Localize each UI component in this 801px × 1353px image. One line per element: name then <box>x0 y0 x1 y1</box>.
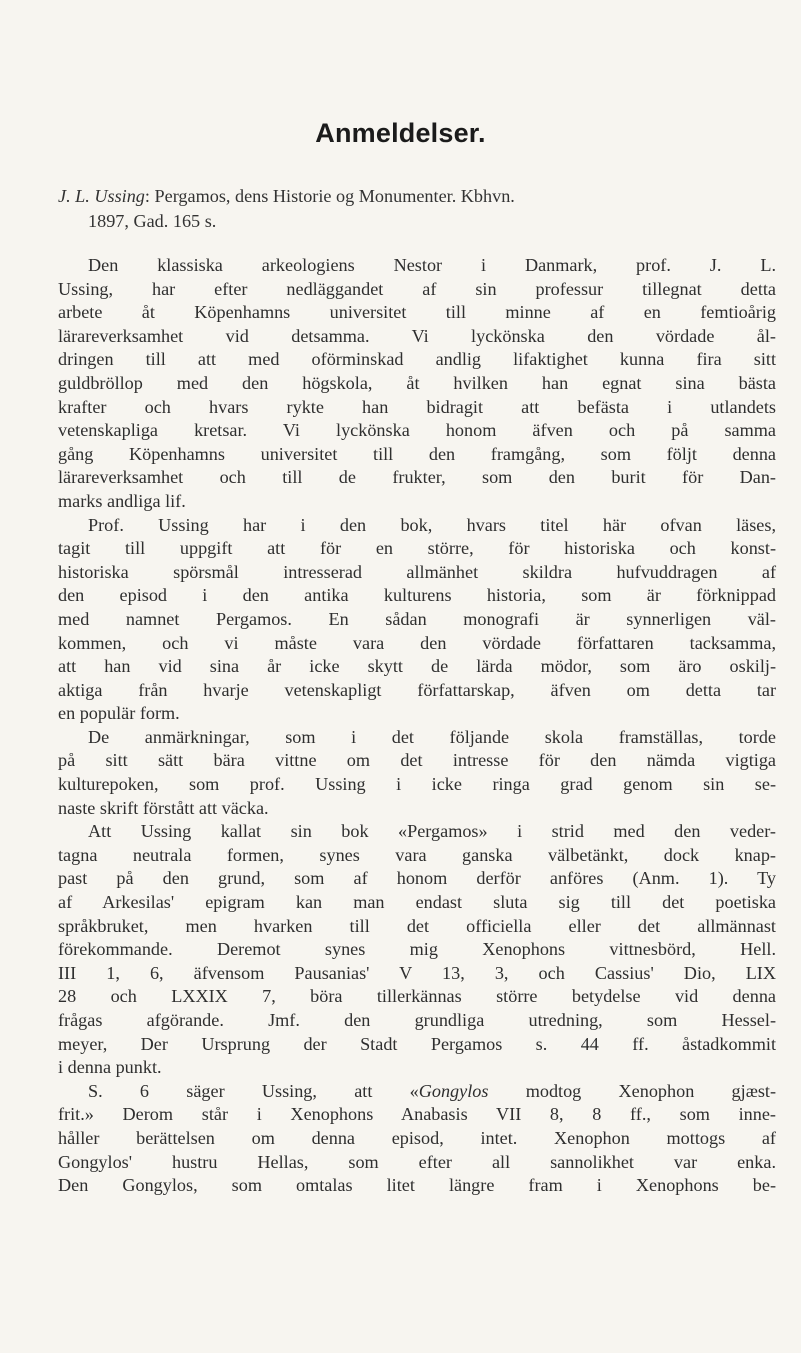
text-line: med namnet Pergamos. En sådan monografi är synnerligen väl- <box>58 608 776 629</box>
text-line: språkbruket, men hvarken till det officiella eller det allmännast <box>58 915 776 936</box>
text-line: den episod i den antika kulturens historia, som är förknippad <box>58 585 776 606</box>
text-line: håller berättelsen om denna episod, intet. Xenophon mottogs af <box>58 1127 776 1148</box>
text-line: i denna punkt. <box>58 1057 162 1078</box>
citation-author: J. L. Ussing <box>58 186 145 206</box>
text-line: guldbröllop med den högskola, åt hvilken han egnat sina bästa <box>58 372 776 393</box>
text-line: III 1, 6, äfvensom Pausanias' V 13, 3, och Cassius' Dio, LIX <box>58 962 776 983</box>
text-line: arbete åt Köpenhamns universitet till minne af en femtioårig <box>58 302 776 323</box>
italic-name: Gongylos <box>418 1080 489 1101</box>
text-line: frågas afgörande. Jmf. den grundliga utredning, som Hessel- <box>58 1010 776 1030</box>
text-line: lärareverksamhet och till de frukter, som den burit för Dan- <box>58 467 776 488</box>
text-line: Den Gongylos, som omtalas litet längre fram i Xenophons be- <box>58 1175 776 1196</box>
text-line: Att Ussing kallat sin bok «Pergamos» i strid med den veder- <box>88 821 776 842</box>
review-body <box>58 254 776 1198</box>
text-line: De anmärkningar, som i det följande skola framställas, torde <box>88 726 776 747</box>
text-segment: S. 6 säger Ussing, att « <box>88 1080 419 1101</box>
text-line <box>58 1080 776 1104</box>
text-line: gång Köpenhamns universitet till den framgång, som följt denna <box>58 443 776 464</box>
text-line: tagna neutrala formen, synes vara ganska välbetänkt, dock knap- <box>58 844 776 865</box>
text-line: att han vid sina år icke skytt de lärda mödor, som äro oskilj- <box>58 656 776 677</box>
text-line: past på den grund, som af honom derför anföres (Anm. 1). Ty <box>58 868 776 889</box>
text-line: historiska spörsmål intresserad allmänhet skildra hufvuddragen af <box>58 561 776 582</box>
citation-title: : Pergamos, dens Historie og Monumenter. Kbhvn. <box>144 186 515 206</box>
text-line: frit.» Derom står i Xenophons Anabasis VII 8, 8 ff., som inne- <box>58 1104 776 1125</box>
text-line: Den klassiska arkeologiens Nestor i Danmark, prof. J. L. <box>88 255 776 275</box>
text-line: Ussing, har efter nedläggandet af sin professur tillegnat detta <box>58 278 776 299</box>
text-line: Gongylos' hustru Hellas, som efter all sannolikhet var enka. <box>58 1151 776 1172</box>
review-citation <box>58 184 758 233</box>
text-line: dringen till att med oförminskad andlig lifaktighet kunna fira sitt <box>58 349 776 370</box>
citation-publication: 1897, Gad. 165 s. <box>88 210 217 231</box>
text-line: kommen, och vi måste vara den vördade författaren tacksamma, <box>58 632 776 653</box>
page-heading: Anmeldelser. <box>315 118 486 148</box>
text-line: af Arkesilas' epigram kan man endast sluta sig till det poetiska <box>58 892 776 913</box>
text-segment: modtog Xenophon gjæst- <box>488 1080 777 1101</box>
text-line: aktiga från hvarje vetenskapligt författarskap, äfven om detta tar <box>58 679 776 700</box>
text-line: marks andliga lif. <box>58 490 186 511</box>
text-line: vetenskapliga kretsar. Vi lyckönska honom äfven och på samma <box>58 420 776 441</box>
text-line: krafter och hvars rykte han bidragit att befästa i utlandets <box>58 396 776 417</box>
text-line: lärareverksamhet vid detsamma. Vi lyckönska den vördade ål- <box>58 325 776 346</box>
text-line: en populär form. <box>58 703 180 724</box>
text-line: meyer, Der Ursprung der Stadt Pergamos s. 44 ff. åstadkommit <box>58 1033 776 1054</box>
text-line: på sitt sätt bära vittne om det intresse för den nämda vigtiga <box>58 750 776 771</box>
text-line: kulturepoken, som prof. Ussing i icke ringa grad genom sin se- <box>58 774 776 795</box>
text-line: tagit till uppgift att för en större, för historiska och konst- <box>58 538 776 559</box>
text-line: förekommande. Deremot synes mig Xenophons vittnesbörd, Hell. <box>58 939 776 960</box>
text-line: naste skrift förstått att väcka. <box>58 797 269 818</box>
text-line: 28 och LXXIX 7, böra tillerkännas större betydelse vid denna <box>58 986 776 1007</box>
text-line: Prof. Ussing har i den bok, hvars titel här ofvan läses, <box>88 514 776 535</box>
